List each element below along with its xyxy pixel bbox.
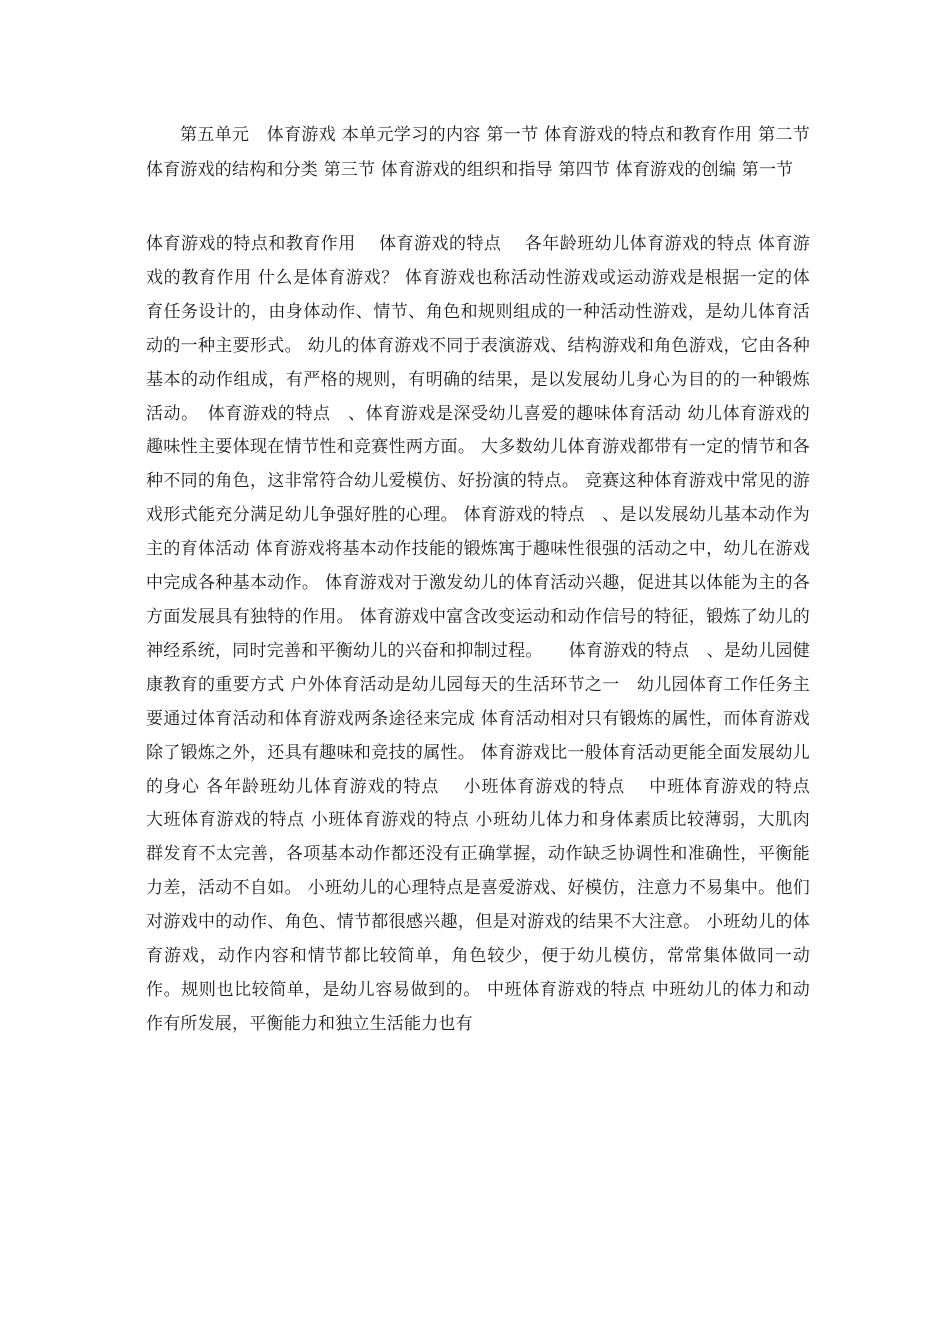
body-paragraph: 体育游戏的特点和教育作用 体育游戏的特点 各年龄班幼儿体育游戏的特点 体育游戏的教育作用 什么是体育游戏？ 体育游戏也称活动性游戏或运动游戏是根据一定的体育任务设计的，由身体动作、情节、角色和规则组成的一种活动性游戏，是幼儿体育活动的一种主要形式。 幼儿的体育游戏不同于表演游戏、结构游戏和角色游戏，它由各种基本的动作组成，有严格的规则，有明确的结果，是以发展幼儿身心为目的的一种锻炼活动。 体育游戏的特点 、体育游戏是深受幼儿喜爱的趣味体育活动 幼儿体育游戏的趣味性主要体现在情节性和竞赛性两方面。 大多数幼儿体育游戏都带有一定的情节和各种不同的角色，这非常符合幼儿爱模仿、好扮演的特点。 竞赛这种体育游戏中常见的游戏形式能充分满足幼儿争强好胜的心理。 体育游戏的特点 、是以发展幼儿基本动作为主的育体活动 体育游戏将基本动作技能的锻炼寓于趣味性很强的活动之中，幼儿在游戏中完成各种基本动作。 体育游戏对于激发幼儿的体育活动兴趣，促进其以体能为主的各方面发展具有独特的作用。 体育游戏中富含改变运动和动作信号的特征，锻炼了幼儿的神经系统，同时完善和平衡幼儿的兴奋和抑制过程。 体育游戏的特点 、是幼儿园健康教育的重要方式 户外体育活动是幼儿园每天的生活环节之一 幼儿园体育工作任务主要通过体育活动和体育游戏两条途径来完成 体育活动相对只有锻炼的属性，而体育游戏除了锻炼之外，还具有趣味和竞技的属性。 体育游戏比一般体育活动更能全面发展幼儿的身心 各年龄班幼儿体育游戏的特点 小班体育游戏的特点 中班体育游戏的特点 大班体育游戏的特点 小班体育游戏的特点 小班幼儿体力和身体素质比较薄弱，大肌肉群发育不太完善，各项基本动作都还没有正确掌握，动作缺乏协调性和准确性，平衡能力差，活动不自如。 小班幼儿的心理特点是喜爱游戏、好模仿，注意力不易集中。他们对游戏中的动作、角色、情节都很感兴趣，但是对游戏的结果不大注意。 小班幼儿的体育游戏，动作内容和情节都比较简单，角色较少，便于幼儿模仿，常常集体做同一动作。规则也比较简单，是幼儿容易做到的。 中班体育游戏的特点 中班幼儿的体力和动作有所发展，平衡能力和独立生活能力也有 — [146, 234, 833, 1034]
intro-paragraph: 第五单元 体育游戏 本单元学习的内容 第一节 体育游戏的特点和教育作用 第二节 体育游戏的结构和分类 第三节 体育游戏的组织和指导 第四节 体育游戏的创编 第一节 — [146, 125, 816, 180]
